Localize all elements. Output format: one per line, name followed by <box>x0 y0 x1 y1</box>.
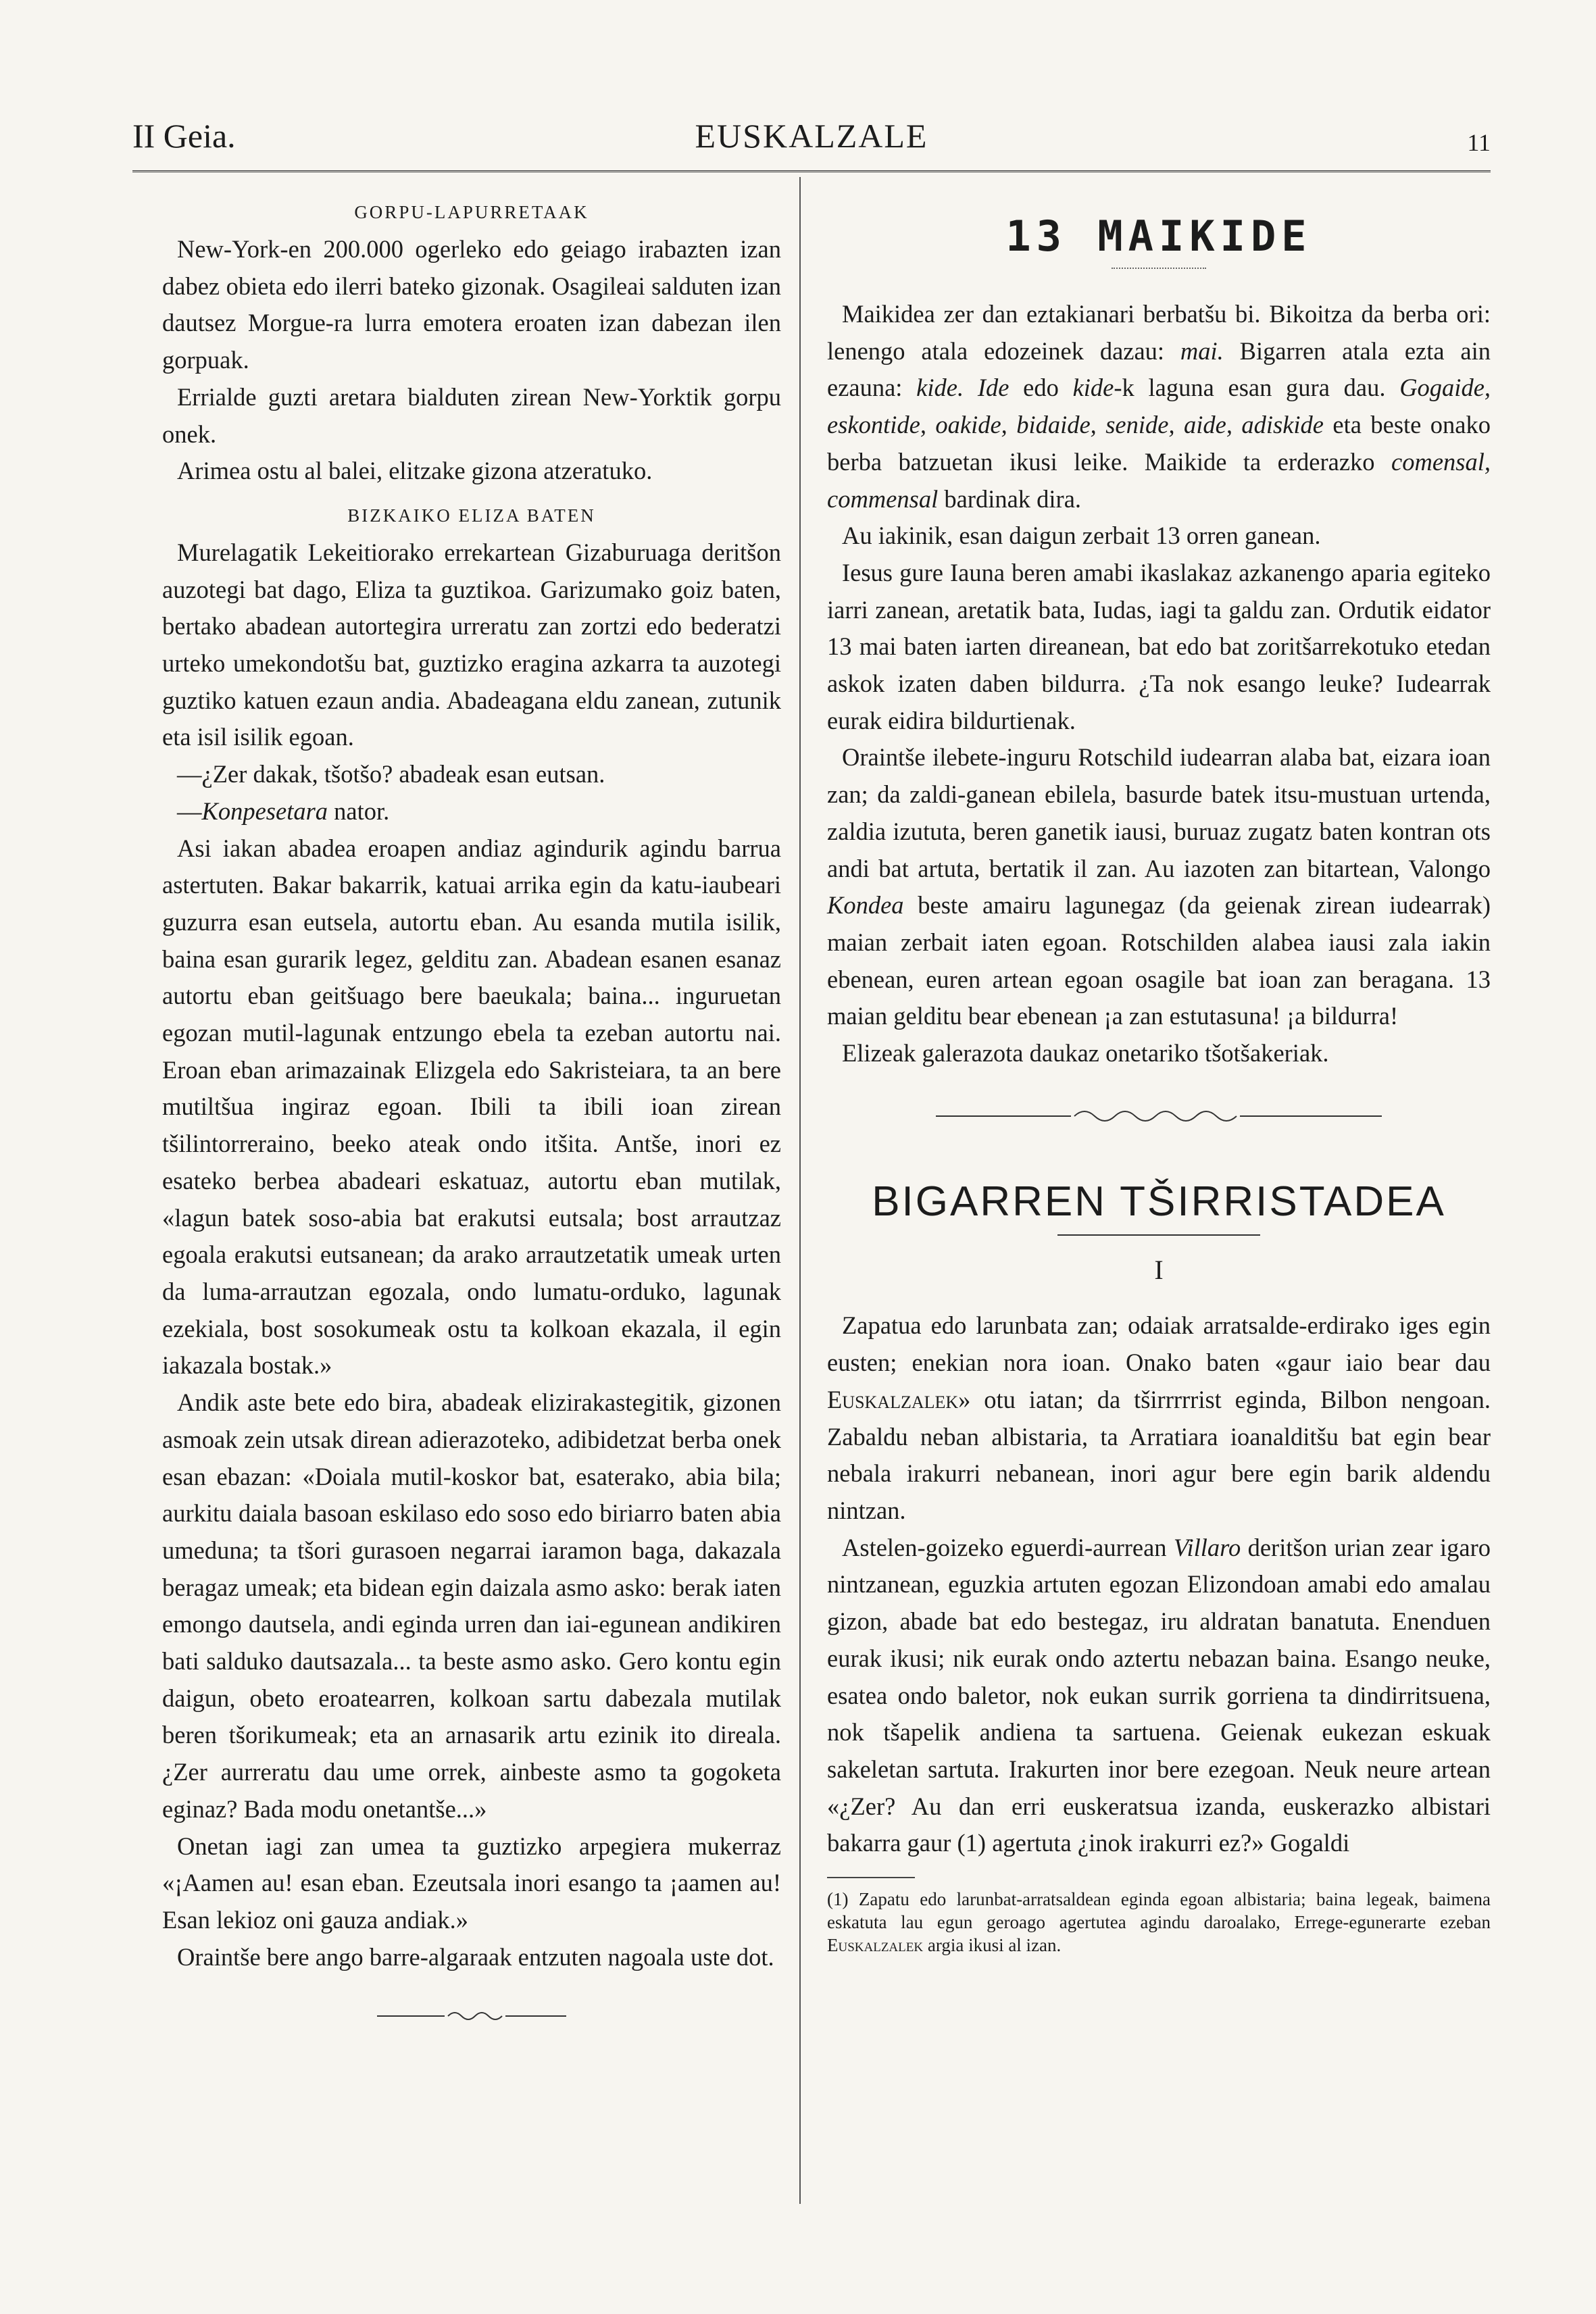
text-run: bardinak dira. <box>938 484 1082 513</box>
paragraph <box>827 1307 1491 1529</box>
paragraph: Asi iakan abadea eroapen andiaz agindurik agindu barrua astertuten. Bakar bakarrik, katuai arrika egin da katu-iaubeari guzurra esan eutsela, autortu eban. Au esanda mutila isilik, baina esan gurarik legez, gelditu zan. Abadean esanen esanaz autortu eban geitšuago bere baeukala; baina... inguruetan egozan mutil-lagunak entzungo ebela ta ezeban autortu nai. Eroan eban arimazainak Elizgela edo Sakristeiara, ta an bere mutiltšua ingiraz egoan. Ibili ta ibili ioan zirean tšilintorreraino, beeko ateak ondo itšita. Antše, inori ez esateko berbea abadeari eskatuaz, autortu eban mutilak, «lagun batek soso-abia bat erakutsi eutsala; bost arrautzaz egoala erakutsi eutsanean; da arako arrautzetatik umeak urten da luma-arrautzan egozala, ondo lumatu-orduko, lagunak ezekiala, bost sosokumeak ostu ta kolkoan ekazala, il egin iakazala bostak.» <box>162 834 781 1380</box>
text-run: (1) Zapatu edo larunbat-arratsaldean eginda egoan albistaria; baina legeak, baimena eskatuta lau egun geroago agertutea agindu daroalako, Errege-egunerarte ezeban <box>827 1889 1491 1933</box>
title-dots <box>1112 268 1206 269</box>
paragraph: —¿Zer dakak, tšotšo? abadeak esan eutsan. <box>177 760 605 788</box>
paragraph <box>827 739 1491 1035</box>
paragraph: Arimea ostu al balei, elitzake gizona atzeratuko. <box>177 457 653 485</box>
end-ornament <box>162 2000 781 2027</box>
title-underline <box>1057 1234 1260 1236</box>
paragraph: Elizeak galerazota daukaz onetariko tšotšakeriak. <box>842 1039 1329 1067</box>
text-run: Maikidea zer dan eztakianari berbatšu bi. Bikoitza da berba ori: lenengo atala edozeinek dazau: <box>827 300 1491 365</box>
italic-word-list: Gogaide, eskontide, oakide, bidaide, senide, aide, adiskide <box>827 374 1491 439</box>
text-run: nator. <box>328 797 390 825</box>
text-run: Zapatua edo larunbata zan; odaiak arratsalde-erdirako iges egin eusten; enekian nora ioan. Onako baten «gaur iaio bear dau <box>827 1311 1491 1377</box>
text-run: edo <box>1009 374 1073 402</box>
footnote-rule <box>827 1877 915 1878</box>
right-column <box>827 196 1491 1957</box>
journal-title: EUSKALZALE <box>695 117 928 155</box>
article-title-maikide: 13 MAIKIDE <box>1005 211 1312 261</box>
text-run: beste amairu lagunegaz (da geienak zirean iudearrak) maian zerbait iaten egoan. Rotschilden alabea iausi zala iakin ebenean, euren artean egoan osagile bat ioan zan beragana. 13 maian gelditu bear ebenean ¡a zan estutasuna! ¡a bildurra! <box>827 891 1491 1030</box>
page-header <box>132 116 1491 164</box>
header-rule <box>132 170 1491 172</box>
small-caps-word: Euskalzalek <box>827 1935 924 1956</box>
text-run: Astelen-goizeko eguerdi-aurrean <box>842 1533 1174 1561</box>
chapter-number: I <box>1154 1254 1164 1285</box>
text-run: » otu iatan; da tširrrrrist eginda, Bilbon nengoan. Zabaldu neban albistaria, ta Arratiara ioanalditšu bat egin bear nebala irakurri nebanean, inori agur bere egin barik aldendu nintzan. <box>827 1385 1491 1524</box>
italic-word: Kondea <box>827 891 904 920</box>
footnote <box>827 1888 1491 1957</box>
paragraph: —Konpesetara nator. <box>177 797 390 825</box>
italic-word: comensal, commensal <box>827 447 1491 513</box>
text-run: Bigarren atala ezta ain ezauna: <box>827 336 1491 402</box>
text-run <box>964 374 978 401</box>
section-title-gorpu: GORPU-LAPURRETAAK <box>354 202 589 222</box>
column-divider <box>799 177 801 2204</box>
page-number: 11 <box>1467 129 1491 156</box>
text-run: eta beste onako berba batzuetan ikusi leike. Maikide ta erderazko <box>827 411 1491 476</box>
text-run: deritšon urian zear igaro nintzanean, eguzkia artuten egozan Elizondoan amabi edo amalau gizon, abade bat edo bestegaz, iru aldratan banatuta. Enenduen eurak ikusi; nik eurak ondo aztertu nebazan baina. Esango neuke, esatea ondo baletor, nok eukan surrik gorriena ta dindirritsuena, nok tšapelik andiena ta sartuena. Geienak eukezan eskuak sakeletan sartuta. Irakurten inor bere ezegoan. Neuk neure artean «¿Zer? Au dan erri euskeratsua izanda, euskerazko albistari bakarra gaur (1) agertuta ¿inok irakurri ez?» Gogaldi <box>827 1533 1491 1857</box>
paragraph: Murelagatik Lekeitiorako errekartean Gizaburuaga deritšon auzotegi bat dago, Eliza ta guztikoa. Garizumako goiz baten, bertako abadean autortegira urreratu zan zortzi edo bederatzi urteko umekondotšu bat, guztizko eragina azkarra ta auzotegi guztiko katuen ezaun andia. Abadeagana eldu zanean, zutunik eta isil isilik egoan. <box>162 538 781 751</box>
paragraph <box>827 1530 1491 1862</box>
paragraph <box>827 296 1491 518</box>
paragraph: New-York-en 200.000 ogerleko edo geiago irabazten izan dabez obieta edo ilerri bateko gizonak. Osagileai salduten izan dautsez Morgue-ra lurra emotera eroaten izan dabezan ilen gorpuak. <box>162 235 781 374</box>
italic-word: Ide <box>977 374 1009 402</box>
paragraph: Andik aste bete edo bira, abadeak elizirakastegitik, gizonen asmoak zein utsak direan adierazoteko, adibidetzat berba onek esan ebazan: «Doiala mutil-koskor bat, esaterako, abia bila; aurkitu daiala basoan eskilaso edo soso edo biriarro baten abia umeduna; ta tšori gurasoen negarrai iaramon baga, dakazala beragaz umeak; eta bidean egin daizala asmo asko: berak iaten emongo dautsela, andi eginda urren dan iai-egunean andikiren bati salduko dautsazala... ta beste asmo asko. Gero kontu egin daigun, obeto eroatearren, kolkoan sartu dabezala mutilak beren tšorikumeak; eta an arnasarik artu ezinik ito direala. ¿Zer aurreratu dau ume orrek, ainbeste asmo ta gogoketa eginaz? Bada modu onetantše...» <box>162 1388 781 1823</box>
text-run: -k laguna esan gura dau. <box>1114 374 1400 402</box>
paragraph: Au iakinik, esan daigun zerbait 13 orren ganean. <box>842 522 1321 550</box>
section-title-eliza: BIZKAIKO ELIZA BATEN <box>347 505 596 526</box>
italic-word: mai. <box>1180 336 1224 365</box>
italic-word: Villaro <box>1173 1533 1241 1561</box>
text-run: Oraintše ilebete-inguru Rotschild iudearran alaba bat, eizara ioan zan; da zaldi-ganean ebilela, basurde batek itsu-mustuan urtenda, zaldia izututa, beren ganetik iausi, buruaz zugatz baten kontran ots andi bat artuta, bertatik il zan. Au iazoten zan bitartean, Valongo <box>827 743 1491 882</box>
italic-word: kide <box>1072 374 1114 402</box>
section-ornament <box>827 1099 1491 1140</box>
paragraph: Oraintše bere ango barre-algaraak entzuten nagoala uste dot. <box>177 1942 774 1971</box>
issue-label: II Geia. <box>132 117 236 155</box>
paragraph: Iesus gure Iauna beren amabi ikaslakaz azkanengo aparia egiteko iarri zanean, aretatik bata, Iudas, iagi ta galdu zan. Ordutik eidator 13 mai baten iarten direanean, bat edo bat zoritšarrekotuko etedan askok izaten daben bildurra. ¿Ta nok esango leuke? Iudearrak eurak eidira bildurtienak. <box>827 558 1491 734</box>
italic-word: kide. <box>916 374 964 402</box>
paragraph: Errialde guzti aretara bialduten zirean New-Yorktik gorpu onek. <box>162 382 781 448</box>
text-run: argia ikusi al izan. <box>923 1935 1062 1956</box>
left-column <box>162 196 781 2027</box>
small-caps-word: Euskalzalek <box>827 1385 959 1413</box>
article-title-tsirristadea: BIGARREN TŠIRRISTADEA <box>872 1178 1446 1225</box>
italic-word: Konpesetara <box>201 797 328 825</box>
paragraph: Onetan iagi zan umea ta guztizko arpegiera mukerraz «¡Aamen au! esan eban. Ezeutsala inori esango ta ¡aamen au! Esan lekioz oni gauza andiak.» <box>162 1832 781 1934</box>
